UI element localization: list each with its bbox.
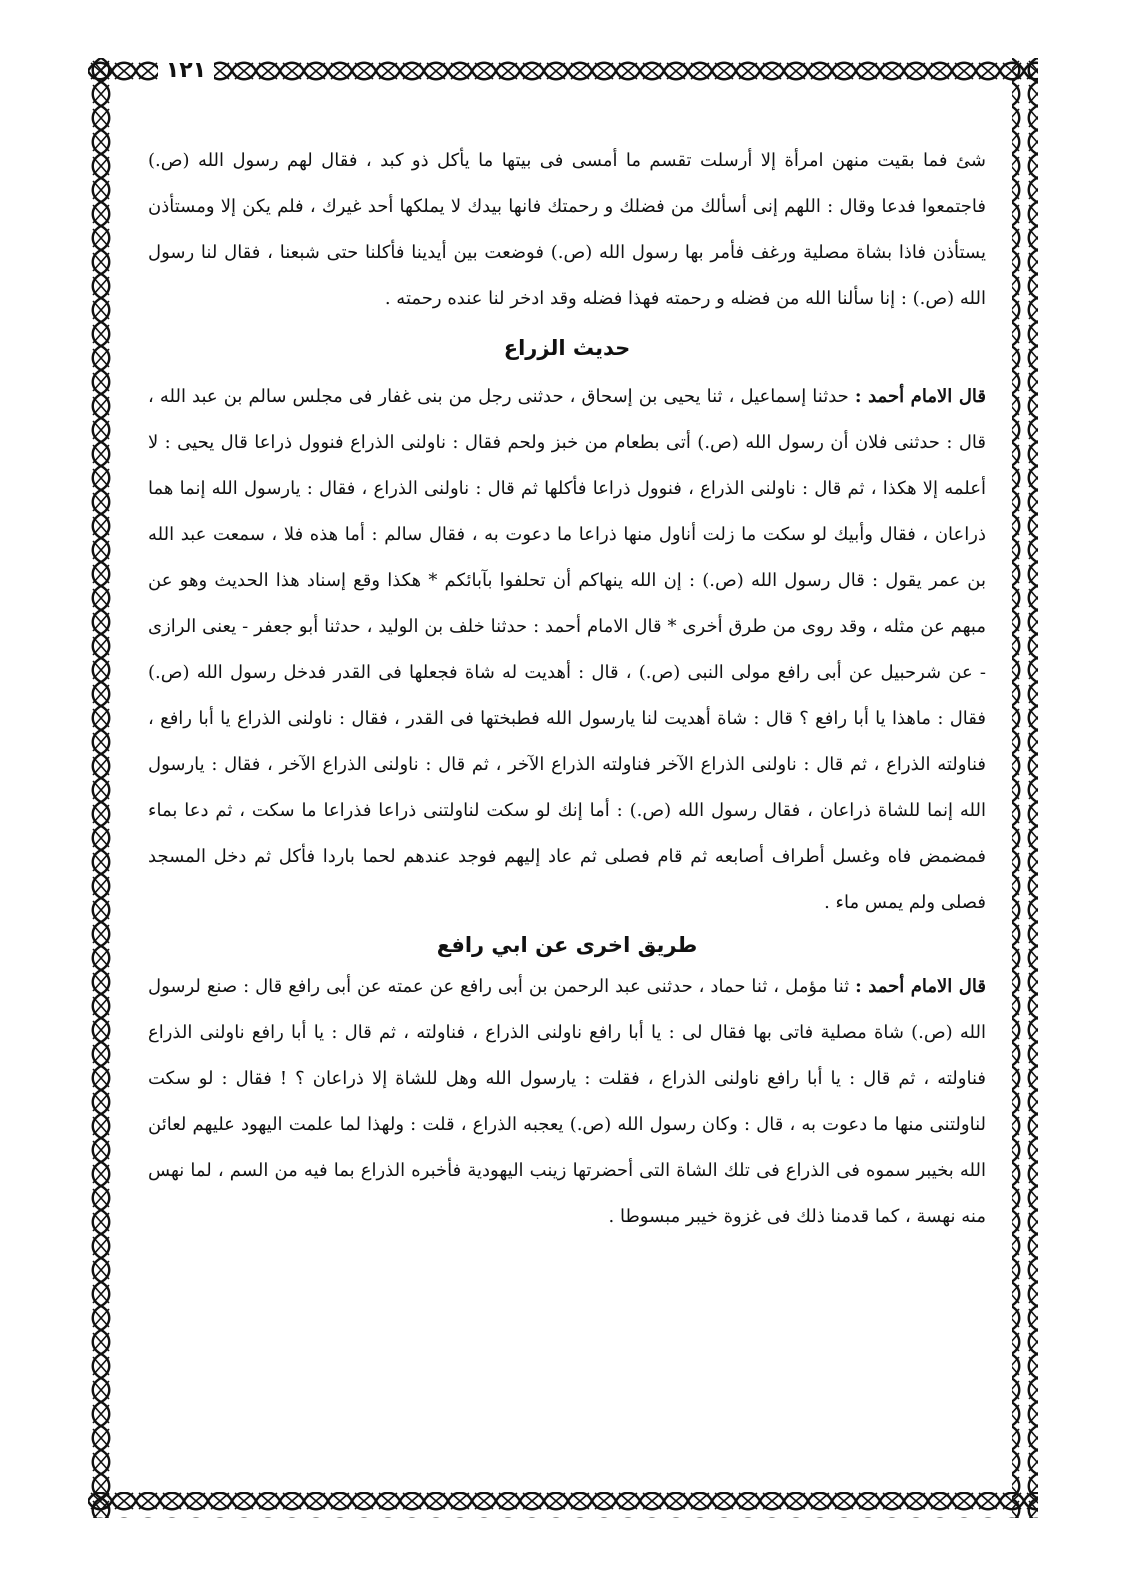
section-1-paragraph: [148, 374, 986, 926]
page-body: [148, 138, 986, 1240]
page-number: ١٢١: [158, 58, 214, 84]
section-2-lead: قال الامام أحمد :: [855, 976, 986, 997]
section-2-paragraph: [148, 964, 986, 1240]
opening-paragraph: شئ فما بقيت منهن امرأة إلا أرسلت تقسم ما أمسى فى بيتها ما يأكل ذو كبد ، فقال لهم رسول الله (ص.) فاجتمعوا فدعا وقال : اللهم إنى أسألك من فضلك و رحمتك فانها بيدك لا يملكها أحد غيرك ، فلم يكن إلا ومستأذن يستأذن فاذا بشاة مصلية ورغف فأمر بها رسول الله (ص.) فوضعت بين أيدينا فأكلنا حتى شبعنا ، فقال لنا رسول الله (ص.) : إنا سألنا الله من فضله و رحمته فهذا فضله وقد ادخر لنا عنده رحمته .: [148, 150, 986, 309]
section-heading-hadith-al-zira: حديث الزراع: [503, 336, 631, 360]
section-heading-another-route: طريق اخرى عن ابي رافع: [436, 933, 698, 957]
section-1-lead: قال الامام أحمد :: [854, 386, 986, 407]
section-1-text: حدثنا إسماعيل ، ثنا يحيى بن إسحاق ، حدثنى رجل من بنى غفار فى مجلس سالم بن عبد الله ، قال : حدثنى فلان أن رسول الله (ص.) أتى بطعام من خبز ولحم فقال : ناولنى الذراع فنوول ذراعا قال يحيى : لا أعلمه إلا هكذا ، ثم قال : ناولنى الذراع ، فنوول ذراعا فأكلها ثم قال : ناولنى الذراع ، فقال : يارسول الله إنما هما ذراعان ، فقال وأبيك لو سكت ما زلت أناول منها ذراعا ما دعوت به ، فقال سالم : أما هذه فلا ، سمعت عبد الله بن عمر يقول : قال رسول الله (ص.) : إن الله ينهاكم أن تحلفوا بآبائكم * هكذا وقع إسناد هذا الحديث وهو عن مبهم عن مثله ، وقد روى من طرق أخرى * قال الامام أحمد : حدثنا خلف بن الوليد ، حدثنا أبو جعفر - يعنى الرازى - عن شرحبيل عن أبى رافع مولى النبى (ص.) ، قال : أهديت له شاة فجعلها فى القدر فدخل رسول الله (ص.) فقال : ماهذا يا أبا رافع ؟ قال : شاة أهديت لنا يارسول الله فطبختها فى القدر ، فقال : ناولنى الذراع يا أبا رافع ، فناولته الذراع ، ثم قال : ناولنى الذراع الآخر فناولته الذراع الآخر ، ثم قال : ناولنى الذراع الآخر ، فقال : يارسول الله إنما للشاة ذراعان ، فقال رسول الله (ص.) : أما إنك لو سكت لناولتنى ذراعا فذراعا ما سكت ، ثم دعا بماء فمضمض فاه وغسل أطراف أصابعه ثم قام فصلى ثم عاد إليهم فوجد عندهم لحما باردا فأكل ثم دخل المسجد فصلى ولم يمس ماء .: [148, 386, 987, 913]
section-2-text: ثنا مؤمل ، ثنا حماد ، حدثنى عبد الرحمن بن أبى رافع عن عمته عن أبى رافع قال : صنع لرسول الله (ص.) شاة مصلية فاتى بها فقال لى : يا أبا رافع ناولنى الذراع ، فناولته ، ثم قال : يا أبا رافع ناولنى الذراع فناولته ، ثم قال : يا أبا رافع ناولنى الذراع ، فقلت : يارسول الله وهل للشاة إلا ذراعان ؟ ! فقال : لو سكت لناولتنى منها ما دعوت به ، قال : وكان رسول الله (ص.) يعجبه الذراع ، قلت : ولهذا لما علمت اليهود عليهم لعائن الله بخيبر سموه فى الذراع فى تلك الشاة التى أحضرتها زينب اليهودية فأخبره الذراع بما فيه من السم ، لما نهس منه نهسة ، كما قدمنا ذلك فى غزوة خيبر مبسوطا .: [148, 976, 986, 1227]
